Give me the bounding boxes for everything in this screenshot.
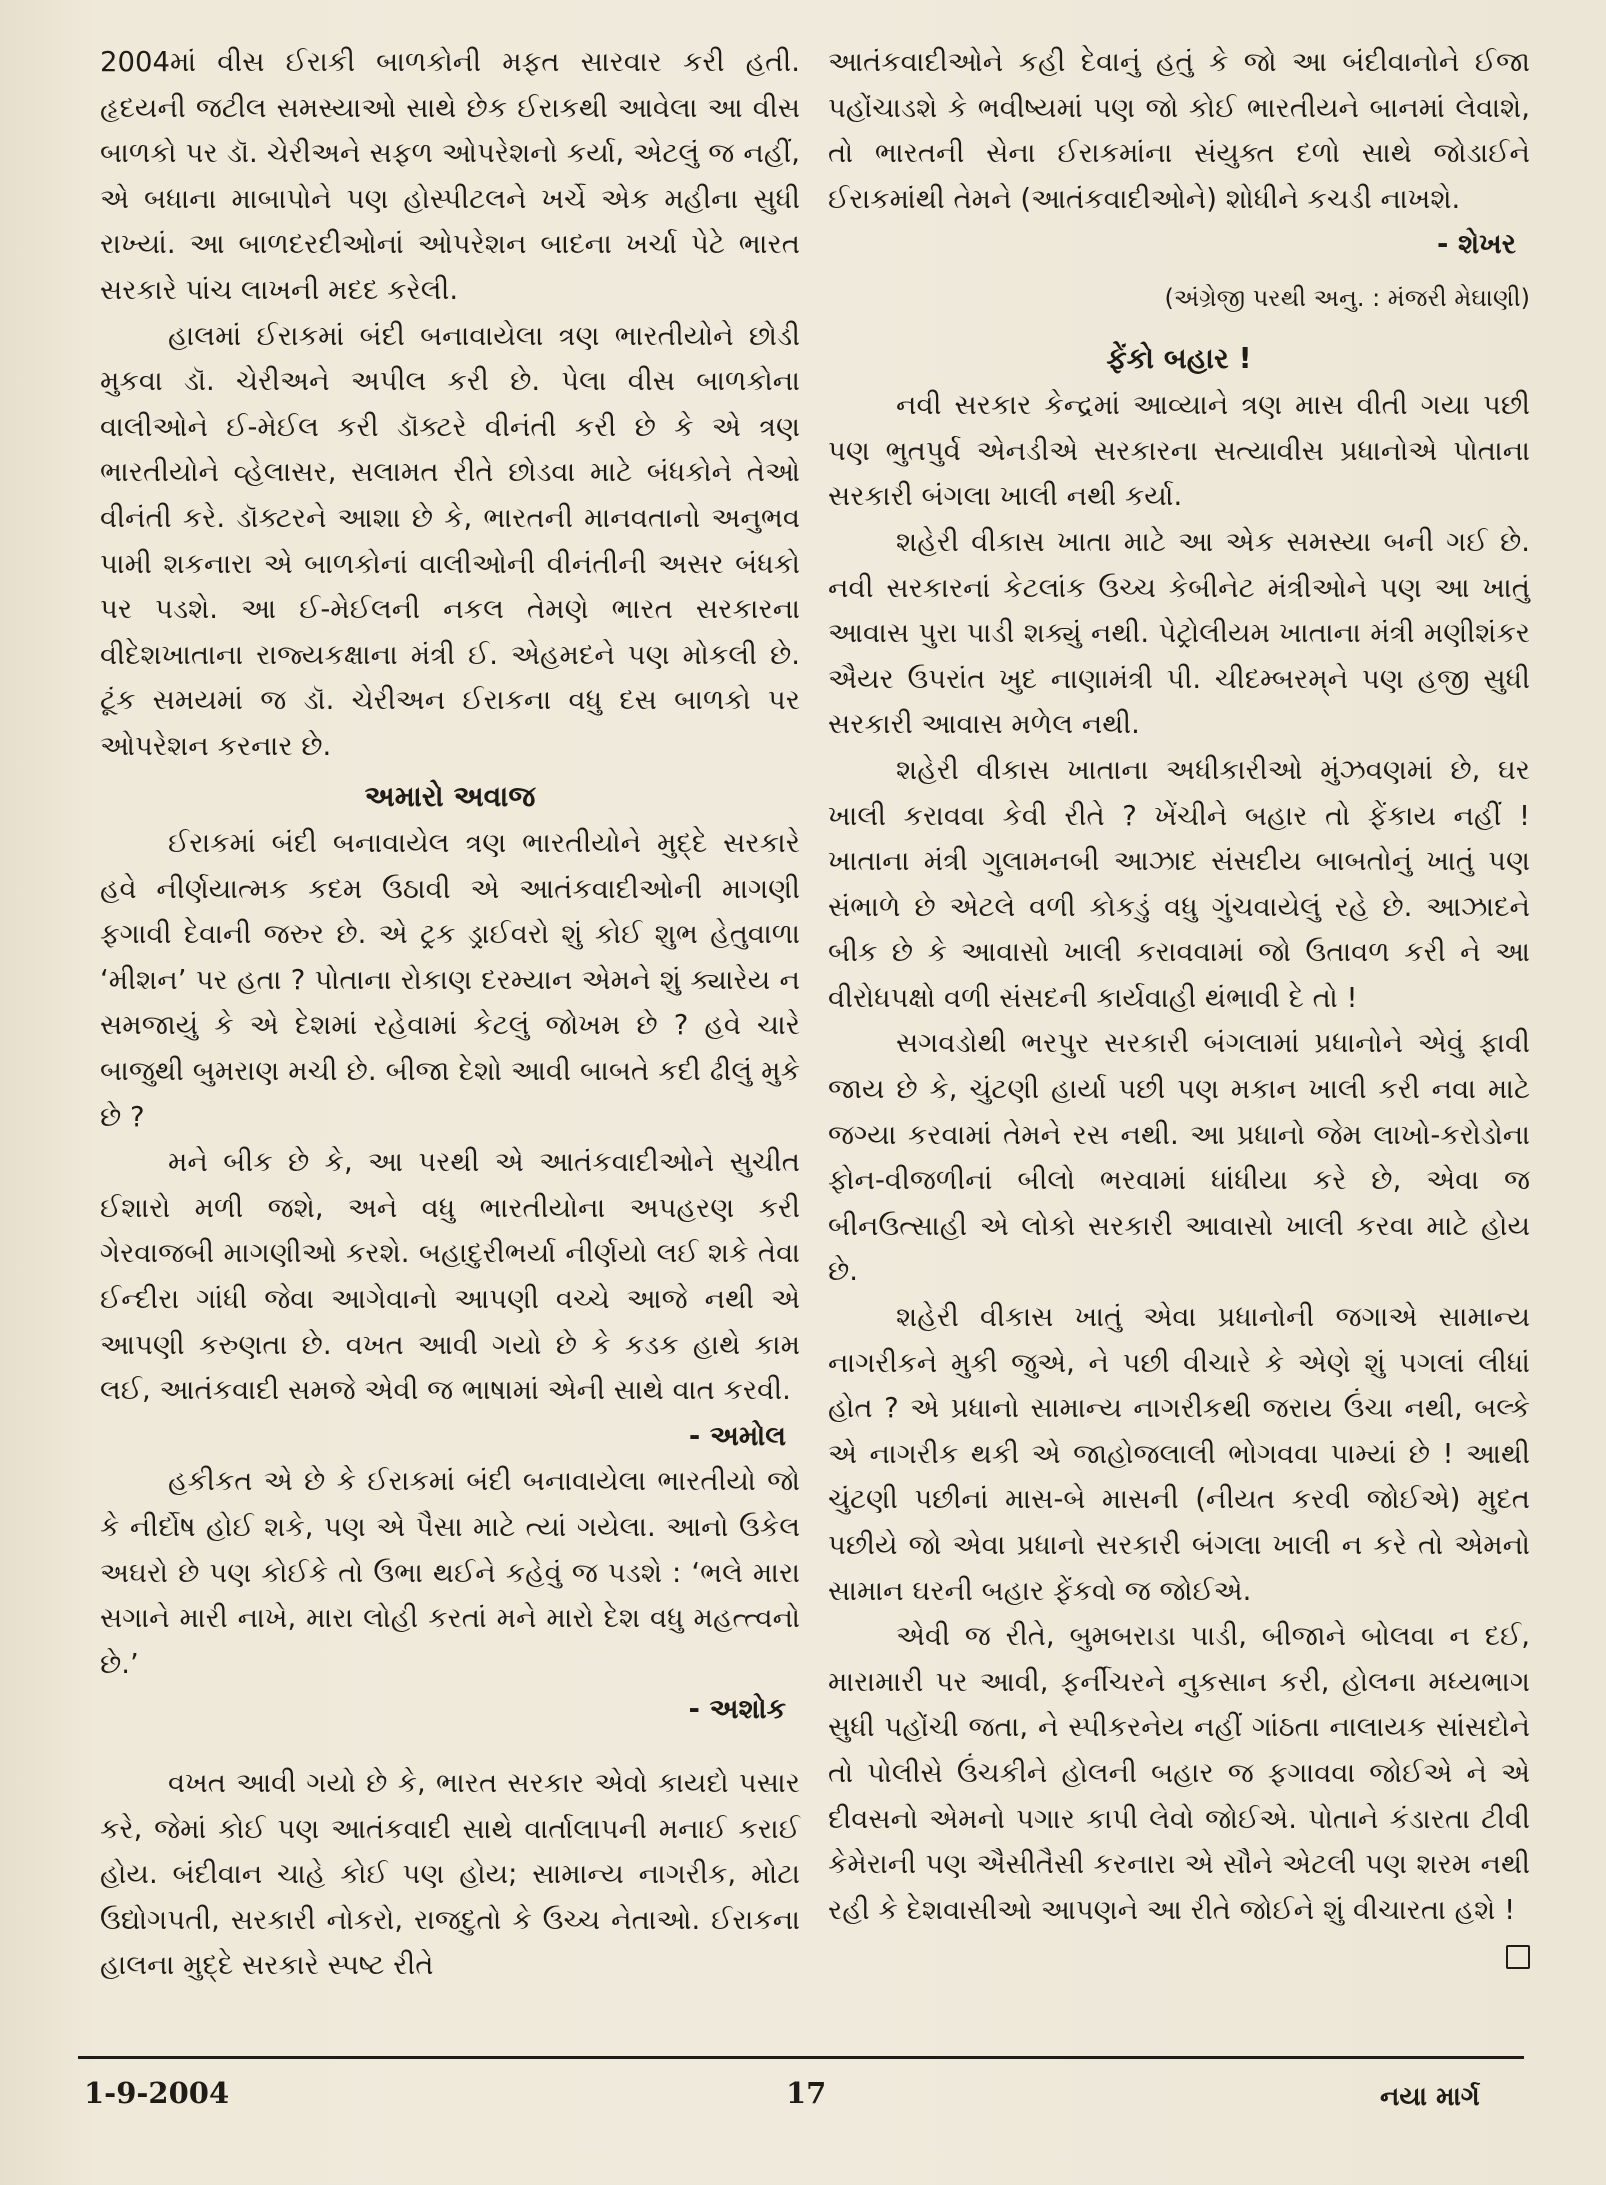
translation-credit: (અંગ્રેજી પરથી અનુ. : મંજરી મેઘાણી) bbox=[1164, 283, 1530, 312]
right-column bbox=[828, 40, 1530, 1969]
paragraph: 2004માં વીસ ઈરાકી બાળકોની મફત સારવાર કરી હતી. હૃદયની જટીલ સમસ્યાઓ સાથે છેક ઈરાકથી આવેલા આ વીસ બાળકો પર ડૉ. ચેરીઅને સફળ ઓપરેશનો કર્યા, એટલું જ નહીં, એ બધાના માબાપોને પણ હોસ્પીટલને ખર્ચે એક મહીના સુધી રાખ્યાં. આ બાળદરદીઓનાં ઓપરેશન બાદના ખર્ચા પેટે ભારત સરકારે પાંચ લાખની મદદ કરેલી. bbox=[100, 46, 800, 306]
section-heading: અમારો અવાજ bbox=[364, 779, 536, 813]
paragraph: શહેરી વીકાસ ખાતા માટે આ એક સમસ્યા બની ગઈ છે. નવી સરકારનાં કેટલાંક ઉચ્ચ કેબીનેટ મંત્રીઓને પણ આ ખાતું આવાસ પુરા પાડી શક્યું નથી. પેટ્રોલીયમ ખાતાના મંત્રી મણીશંકર ઐયર ઉપરાંત ખુદ નાણામંત્રી પી. ચીદમ્બરમ્‌ને પણ હજી સુધી સરકારી આવાસ મળેલ નથી. bbox=[828, 525, 1530, 741]
author-signature: - અશોક bbox=[688, 1693, 786, 1726]
paragraph: મને બીક છે કે, આ પરથી એ આતંકવાદીઓને સુચીત ઈશારો મળી જશે, અને વધુ ભારતીયોના અપહરણ કરી ગેરવાજબી માગણીઓ કરશે. બહાદુરીભર્યા નીર્ણયો લઈ શકે તેવા ઈન્દીરા ગાંધી જેવા આગેવાનો આપણી વચ્ચે આજે નથી એ આપણી કરુણતા છે. વખત આવી ગયો છે કે કડક હાથે કામ લઈ, આતંકવાદી સમજે એવી જ ભાષામાં એની સાથે વાત કરવી. bbox=[100, 1146, 800, 1407]
section-heading: ફેંકો બહાર ! bbox=[1106, 341, 1252, 375]
paragraph: હકીકત એ છે કે ઈરાકમાં બંદી બનાવાયેલા ભારતીયો જો કે નીર્દોષ હોઈ શકે, પણ એ પૈસા માટે ત્યાં ગયેલા. આનો ઉકેલ અઘરો છે પણ કોઈકે તો ઉભા થઈને કહેવું જ પડશે : ‘ભલે મારા સગાને મારી નાખે, મારા લોહી કરતાં મને મારો દેશ વધુ મહત્ત્વનો છે.’ bbox=[100, 1465, 800, 1680]
paragraph: નવી સરકાર કેન્દ્રમાં આવ્યાને ત્રણ માસ વીતી ગયા પછી પણ ભુતપુર્વ એનડીએ સરકારના સત્યાવીસ પ્રધાનોએ પોતાના સરકારી બંગલા ખાલી નથી કર્યા. bbox=[828, 389, 1530, 513]
page-number: 17 bbox=[786, 2076, 827, 2110]
paragraph-final bbox=[828, 1614, 1530, 1933]
publication-name: નયા માર્ગ bbox=[1380, 2082, 1480, 2112]
end-of-article-icon bbox=[1506, 1945, 1530, 1969]
paragraph: વખત આવી ગયો છે કે, ભારત સરકાર એવો કાયદો પસાર કરે, જેમાં કોઈ પણ આતંકવાદી સાથે વાર્તાલાપની મનાઈ કરાઈ હોય. બંદીવાન ચાહે કોઈ પણ હોય; સામાન્ય નાગરીક, મોટા ઉદ્યોગપતી, સરકારી નોકરો, રાજદુતો કે ઉચ્ચ નેતાઓ. ઈરાકના હાલના મુદ્દે સરકારે સ્પષ્ટ રીતે bbox=[100, 1766, 800, 1982]
paragraph: સગવડોથી ભરપુર સરકારી બંગલામાં પ્રધાનોને એવું ફાવી જાય છે કે, ચુંટણી હાર્યા પછી પણ મકાન ખાલી કરી નવા માટે જગ્યા કરવામાં તેમને રસ નથી. આ પ્રધાનો જેમ લાખો-કરોડોના ફોન-વીજળીનાં બીલો ભરવામાં ધાંધીયા કરે છે, એવા જ બીનઉત્સાહી એ લોકો સરકારી આવાસો ખાલી કરવા માટે હોય છે. bbox=[828, 1027, 1530, 1288]
left-column bbox=[100, 40, 800, 1989]
paragraph: શહેરી વીકાસ ખાતાના અધીકારીઓ મુંઝવણમાં છે, ઘર ખાલી કરાવવા કેવી રીતે ? ખેંચીને બહાર તો ફેંકાય નહીં ! ખાતાના મંત્રી ગુલામનબી આઝાદ સંસદીય બાબતોનું ખાતું પણ સંભાળે છે એટલે વળી કોકડું વધુ ગુંચવાયેલું રહે છે. આઝાદને બીક છે કે આવાસો ખાલી કરાવવામાં જો ઉતાવળ કરી ને આ વીરોધપક્ષો વળી સંસદની કાર્યવાહી થંભાવી દે તો ! bbox=[828, 753, 1530, 1014]
spacer bbox=[100, 1733, 800, 1761]
footer-rule bbox=[78, 2056, 1524, 2059]
paragraph: હાલમાં ઈરાકમાં બંદી બનાવાયેલા ત્રણ ભારતીયોને છોડી મુકવા ડૉ. ચેરીઅને અપીલ કરી છે. પેલા વીસ બાળકોના વાલીઓને ઈ-મેઈલ કરી ડૉક્ટરે વીનંતી કરી છે કે એ ત્રણ ભારતીયોને વ્હેલાસર, સલામત રીતે છોડવા માટે બંધકોને તેઓ વીનંતી કરે. ડૉક્ટરને આશા છે કે, ભારતની માનવતાનો અનુભવ પામી શકનારા એ બાળકોનાં વાલીઓની વીનંતીની અસર બંધકો પર પડશે. આ ઈ-મેઈલની નકલ તેમણે ભારત સરકારના વીદેશખાતાના રાજ્યકક્ષાના મંત્રી ઈ. એહમદને પણ મોકલી છે. ટૂંક સમયમાં જ ડૉ. ચેરીઅન ઈરાકના વધુ દસ બાળકો પર ઓપરેશન કરનાર છે. bbox=[100, 319, 800, 762]
paragraph-text: એવી જ રીતે, બુમબરાડા પાડી, બીજાને બોલવા ન દઈ, મારામારી પર આવી, ફર્નીચરને નુકસાન કરી, હોલના મધ્યભાગ સુધી પહોંચી જતા, ને સ્પીકરનેય નહીં ગાંઠતા નાલાયક સાંસદોને તો પોલીસે ઉંચકીને હોલની બહાર જ ફગાવવા જોઈએ ને એ દીવસનો એમનો પગાર કાપી લેવો જોઈએ. પોતાને કંડારતા ટીવી કેમેરાની પણ ઐસીતૈસી કરનારા એ સૌને એટલી પણ શરમ નથી રહી કે દેશવાસીઓ આપણને આ રીતે જોઈને શું વીચારતા હશે ! bbox=[828, 1620, 1530, 1926]
author-signature: - શેખર bbox=[1436, 228, 1516, 261]
paragraph: શહેરી વીકાસ ખાતું એવા પ્રધાનોની જગાએ સામાન્ય નાગરીકને મુકી જુએ, ને પછી વીચારે કે એણે શું પગલાં લીધાં હોત ? એ પ્રધાનો સામાન્ય નાગરીકથી જરાય ઉંચા નથી, બલ્કે એ નાગરીક થકી એ જાહોજલાલી ભોગવવા પામ્યાં છે ! આથી ચુંટણી પછીનાં માસ-બે માસની (નીયત કરવી જોઈએ) મુદત પછીયે જો એવા પ્રધાનો સરકારી બંગલા ખાલી ન કરે તો એમનો સામાન ઘરની બહાર ફેંકવો જ જોઈએ. bbox=[828, 1301, 1530, 1607]
paragraph: આતંકવાદીઓને કહી દેવાનું હતું કે જો આ બંદીવાનોને ઈજા પહોંચાડશે કે ભવીષ્યમાં પણ જો કોઈ ભારતીયને બાનમાં લેવાશે, તો ભારતની સેના ઈરાકમાંના સંયુક્ત દળો સાથે જોડાઈને ઈરાકમાંથી તેમને (આતંકવાદીઓને) શોધીને કચડી નાખશે. bbox=[828, 46, 1530, 215]
author-signature: - અમોલ bbox=[688, 1419, 786, 1452]
footer-date: 1-9-2004 bbox=[84, 2076, 230, 2110]
paragraph: ઈરાકમાં બંદી બનાવાયેલ ત્રણ ભારતીયોને મુદ્દે સરકારે હવે નીર્ણયાત્મક કદમ ઉઠાવી એ આતંકવાદીઓની માગણી ફગાવી દેવાની જરુર છે. એ ટ્રક ડ્રાઈવરો શું કોઈ શુભ હેતુવાળા ‘મીશન’ પર હતા ? પોતાના રોકાણ દરમ્યાન એમને શું ક્યારેય ન સમજાયું કે એ દેશમાં રહેવામાં કેટલું જોખમ છે ? હવે ચારે બાજુથી બુમરાણ મચી છે. બીજા દેશો આવી બાબતે કદી ઢીલું મુકે છે ? bbox=[100, 827, 800, 1133]
